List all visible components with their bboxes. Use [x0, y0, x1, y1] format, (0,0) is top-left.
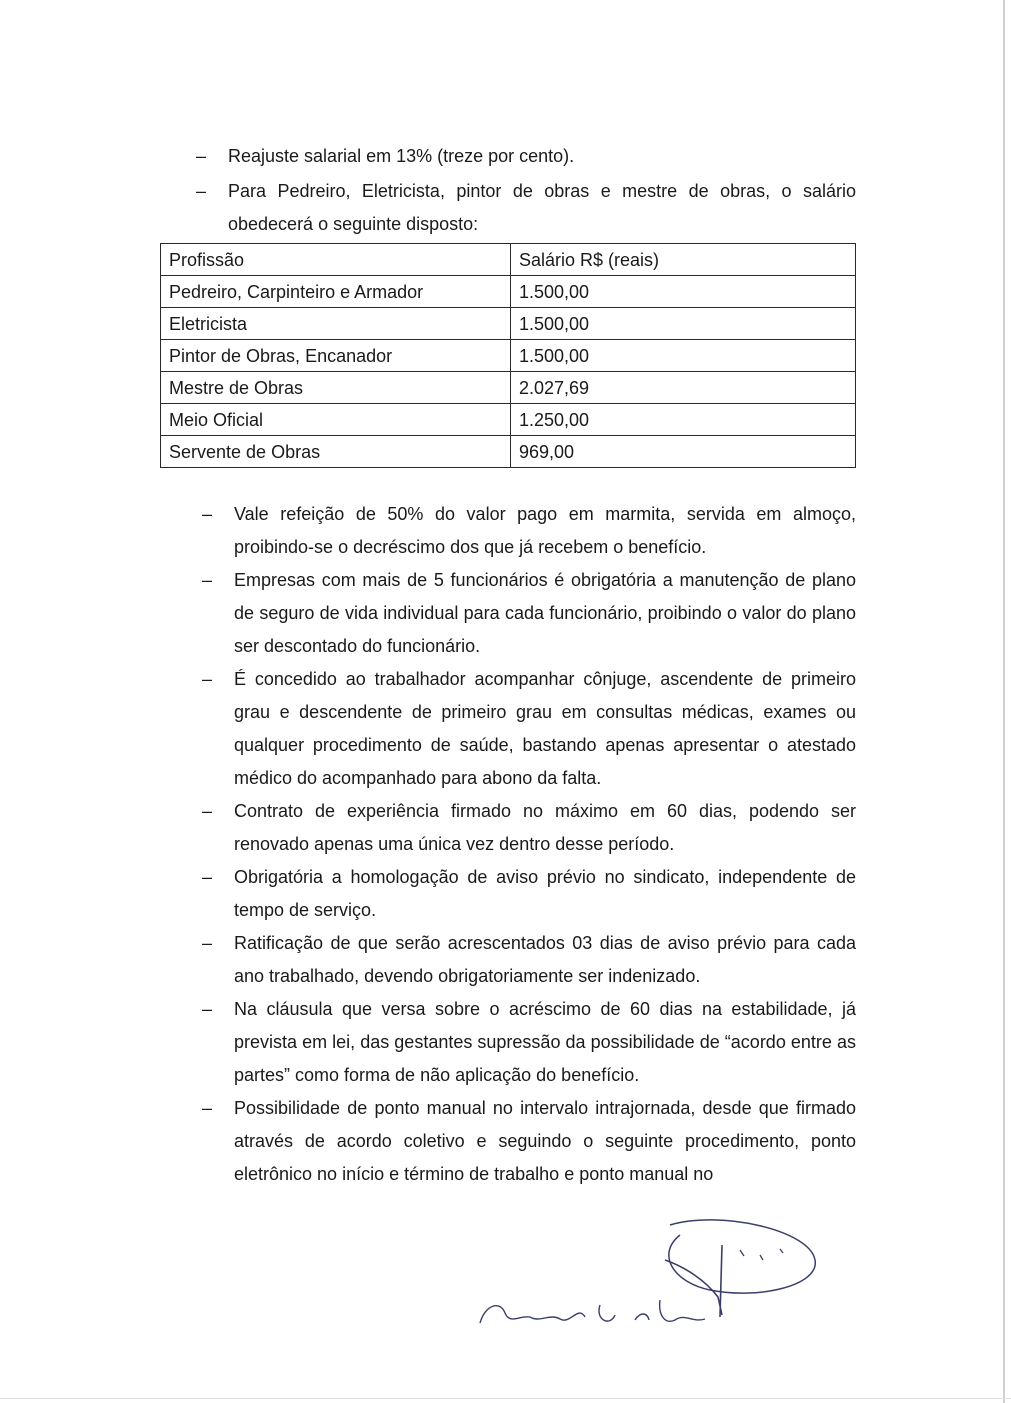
list-item [202, 795, 856, 861]
table-header-cell: Profissão [161, 244, 511, 276]
profession-cell: Pintor de Obras, Encanador [161, 340, 511, 372]
list-item [196, 175, 856, 241]
salary-cell: 1.500,00 [511, 308, 856, 340]
page-edge-bottom [0, 1398, 1011, 1399]
table-header-cell: Salário R$ (reais) [511, 244, 856, 276]
list-item [202, 993, 856, 1092]
salary-cell: 2.027,69 [511, 372, 856, 404]
signature-name-scribble [480, 1300, 705, 1323]
dash-bullet: – [202, 570, 213, 590]
dash-bullet: – [196, 181, 207, 201]
list-item [202, 1092, 856, 1191]
table-row [161, 276, 856, 308]
signature-marks [740, 1249, 783, 1260]
list-item [202, 861, 856, 927]
profession-cell: Mestre de Obras [161, 372, 511, 404]
document-body [169, 140, 856, 1191]
list-item-text: Possibilidade de ponto manual no intervalo intrajornada, desde que firmado através de acordo coletivo e seguindo o seguinte procedimento, ponto eletrônico no início e término de trabalho e ponto manual no [234, 1098, 856, 1184]
signature-loop [669, 1220, 815, 1293]
signature-area [460, 1205, 840, 1345]
dash-bullet: – [202, 933, 213, 953]
dash-bullet: – [202, 801, 213, 821]
dash-bullet: – [196, 146, 207, 166]
table-row [161, 404, 856, 436]
profession-cell: Pedreiro, Carpinteiro e Armador [161, 276, 511, 308]
clauses-list [202, 498, 856, 1191]
dash-bullet: – [202, 999, 213, 1019]
list-item-text: Empresas com mais de 5 funcionários é obrigatória a manutenção de plano de seguro de vida individual para cada funcionário, proibindo o valor do plano ser descontado do funcionário. [234, 570, 856, 656]
table-row [161, 340, 856, 372]
dash-bullet: – [202, 867, 213, 887]
list-item [202, 663, 856, 795]
profession-cell: Servente de Obras [161, 436, 511, 468]
list-item [202, 564, 856, 663]
list-item-text: Reajuste salarial em 13% (treze por cento). [228, 146, 575, 166]
dash-bullet: – [202, 504, 213, 524]
table-row [161, 372, 856, 404]
profession-cell: Eletricista [161, 308, 511, 340]
signature-stroke [665, 1245, 722, 1317]
salary-cell: 969,00 [511, 436, 856, 468]
list-item-text: Para Pedreiro, Eletricista, pintor de obras e mestre de obras, o salário obedecerá o seguinte disposto: [228, 181, 856, 234]
table-header-row [161, 244, 856, 276]
list-item-text: Vale refeição de 50% do valor pago em marmita, servida em almoço, proibindo-se o decréscimo dos que já recebem o benefício. [234, 504, 856, 557]
page-edge [1003, 0, 1005, 1403]
salary-cell: 1.500,00 [511, 276, 856, 308]
table-row [161, 436, 856, 468]
list-item-text: Ratificação de que serão acrescentados 03 dias de aviso prévio para cada ano trabalhado, devendo obrigatoriamente ser indenizado. [234, 933, 856, 986]
list-item-text: Na cláusula que versa sobre o acréscimo de 60 dias na estabilidade, já prevista em lei, das gestantes supressão da possibilidade de “acordo entre as partes” como forma de não aplicação do benefício. [234, 999, 856, 1085]
profession-cell: Meio Oficial [161, 404, 511, 436]
salary-table-wrapper [160, 243, 856, 468]
salary-cell: 1.500,00 [511, 340, 856, 372]
list-item-text: Obrigatória a homologação de aviso prévio no sindicato, independente de tempo de serviço. [234, 867, 856, 920]
salary-table [160, 243, 856, 468]
list-item [196, 140, 856, 173]
list-item [202, 927, 856, 993]
dash-bullet: – [202, 669, 213, 689]
list-item-text: É concedido ao trabalhador acompanhar cônjuge, ascendente de primeiro grau e descendente de primeiro grau em consultas médicas, exames ou qualquer procedimento de saúde, bastando apenas apresentar o atestado médico do acompanhado para abono da falta. [234, 669, 856, 788]
list-item [202, 498, 856, 564]
table-row [161, 308, 856, 340]
list-item-text: Contrato de experiência firmado no máximo em 60 dias, podendo ser renovado apenas uma única vez dentro desse período. [234, 801, 856, 854]
salary-cell: 1.250,00 [511, 404, 856, 436]
signature-initials-drawing [460, 1205, 840, 1345]
dash-bullet: – [202, 1098, 213, 1118]
